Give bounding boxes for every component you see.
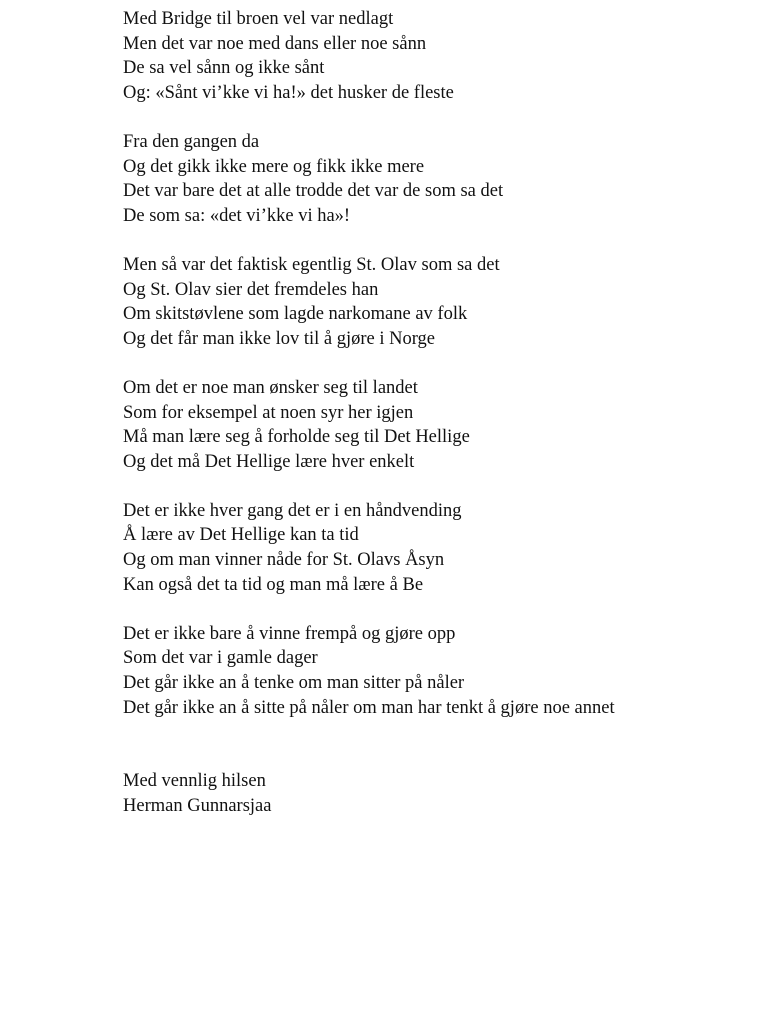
closing-text: Med vennlig hilsen [123,771,266,792]
poem-text [123,7,743,818]
poem-line: Kan også det ta tid og man må lære å Be [123,574,424,595]
poem-line: Det er ikke bare å vinne frempå og gjøre opp [123,623,456,644]
signature-block [123,769,743,818]
stanza-4 [123,376,743,474]
stanza-1 [123,7,743,105]
poem-line: De sa vel sånn og ikke sånt [123,58,325,79]
poem-line: Og: «Sånt vi’kke vi ha!» det husker de fleste [123,82,454,103]
stanza-5 [123,499,743,597]
poem-line: Det er ikke hver gang det er i en håndvending [123,500,462,521]
poem-line: Om skitstøvlene som lagde narkomane av folk [123,304,468,325]
poem-line: Å lære av Det Hellige kan ta tid [123,525,359,546]
stanza-3 [123,253,743,351]
poem-line: Fra den gangen da [123,131,260,152]
poem-line: Det var bare det at alle trodde det var de som sa det [123,181,504,202]
poem-line: Med Bridge til broen vel var nedlagt [123,9,394,29]
poem-line: Og det gikk ikke mere og fikk ikke mere [123,156,425,177]
poem-line: Det går ikke an å tenke om man sitter på nåler [123,673,465,694]
poem-line: Og St. Olav sier det fremdeles han [123,279,379,300]
signature-name: Herman Gunnarsjaa [123,795,272,816]
poem-line: Men så var det faktisk egentlig St. Olav som sa det [123,254,500,275]
poem-line: Og om man vinner nåde for St. Olavs Åsyn [123,550,445,571]
poem-line: Må man lære seg å forholde seg til Det Hellige [123,427,470,448]
poem-line: Det går ikke an å sitte på nåler om man har tenkt å gjøre noe annet [123,697,615,718]
poem-line: Om det er noe man ønsker seg til landet [123,377,418,398]
poem-line: Og det får man ikke lov til å gjøre i Norge [123,328,436,349]
stanza-2 [123,130,743,228]
stanza-6 [123,622,743,720]
poem-line: Og det må Det Hellige lære hver enkelt [123,451,415,472]
poem-line: De som sa: «det vi’kke vi ha»! [123,205,351,226]
poem-line: Som det var i gamle dager [123,648,318,669]
poem-line: Men det var noe med dans eller noe sånn [123,33,427,54]
poem-line: Som for eksempel at noen syr her igjen [123,402,414,423]
